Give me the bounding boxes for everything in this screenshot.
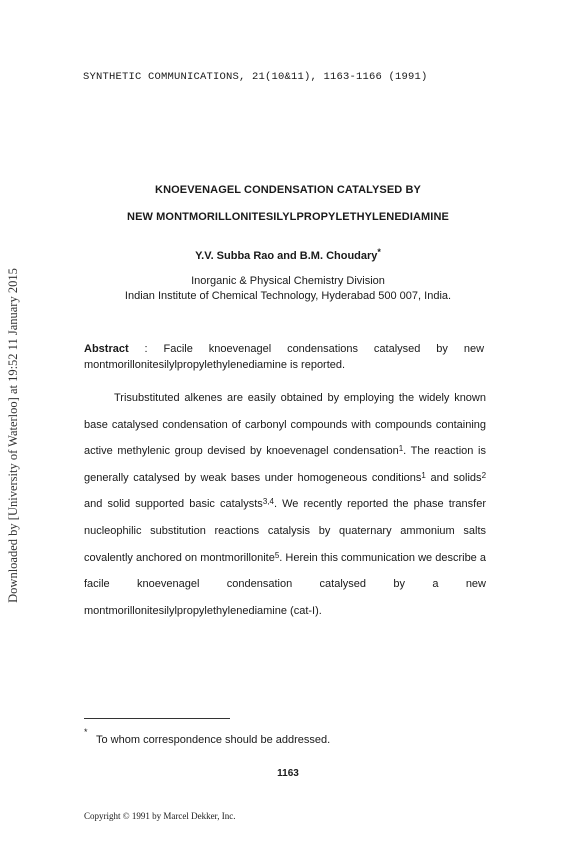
body-sentence: Trisubstituted alkenes are easily obtained by employing the widely known base catalysed condensation of carbonyl compounds with compounds containing active methylenic group devised by knoevenagel condensation bbox=[84, 392, 486, 458]
abstract-text: Facile knoevenagel condensations catalysed by new montmorillonitesilylpropylethylenediamine is reported. bbox=[84, 343, 485, 371]
author-names: Y.V. Subba Rao and B.M. Choudary bbox=[195, 250, 378, 262]
body-sentence: and solids bbox=[425, 471, 482, 484]
title-line-1: KNOEVENAGEL CONDENSATION CATALYSED BY bbox=[155, 184, 421, 196]
body-paragraph bbox=[84, 385, 486, 624]
abstract-label: Abstract bbox=[84, 343, 129, 355]
footnote bbox=[84, 727, 331, 746]
body-sentence: . The reaction is generally catalysed by weak bases under homogeneous conditions bbox=[84, 445, 486, 484]
reference-mark: 2 bbox=[481, 470, 487, 480]
footnote-text: To whom correspondence should be addressed. bbox=[96, 734, 331, 746]
footnote-mark: * bbox=[84, 727, 88, 737]
abstract-separator: : bbox=[128, 343, 164, 355]
affiliation-line-2: Indian Institute of Chemical Technology, Hyderabad 500 007, India. bbox=[124, 290, 452, 302]
title-line-2: NEW MONTMORILLONITESILYLPROPYLETHYLENEDIAMINE bbox=[127, 211, 449, 223]
body-sentence: and solid supported basic catalysts bbox=[84, 498, 263, 511]
reference-mark: 5 bbox=[274, 550, 280, 560]
journal-citation: SYNTHETIC COMMUNICATIONS, 21(10&11), 1163-1166 (1991) bbox=[83, 71, 428, 83]
abstract bbox=[84, 341, 484, 373]
footnote-rule bbox=[84, 718, 230, 719]
reference-mark: 3,4 bbox=[262, 497, 274, 507]
corresponding-author-mark: * bbox=[377, 247, 381, 257]
affiliation-line-1: Inorganic & Physical Chemistry Division bbox=[191, 275, 385, 287]
body-sentence: . We recently reported the phase transfer nucleophilic substitution reactions catalysis by quaternary ammonium salts covalently anchored on montmorillonite bbox=[84, 498, 486, 564]
copyright-line: Copyright © 1991 by Marcel Dekker, Inc. bbox=[84, 811, 236, 821]
body-sentence: . Herein this communication we describe a facile knoevenagel condensation catalysed by a new montmorillonitesilylpropylethylenediamine (cat-I). bbox=[84, 551, 486, 617]
download-note: Downloaded by [University of Waterloo] at 19:52 11 January 2015 bbox=[5, 268, 20, 603]
authors bbox=[0, 247, 576, 262]
page-number: 1163 bbox=[277, 768, 299, 779]
reference-mark: 1 bbox=[421, 470, 426, 480]
reference-mark: 1 bbox=[398, 444, 404, 454]
